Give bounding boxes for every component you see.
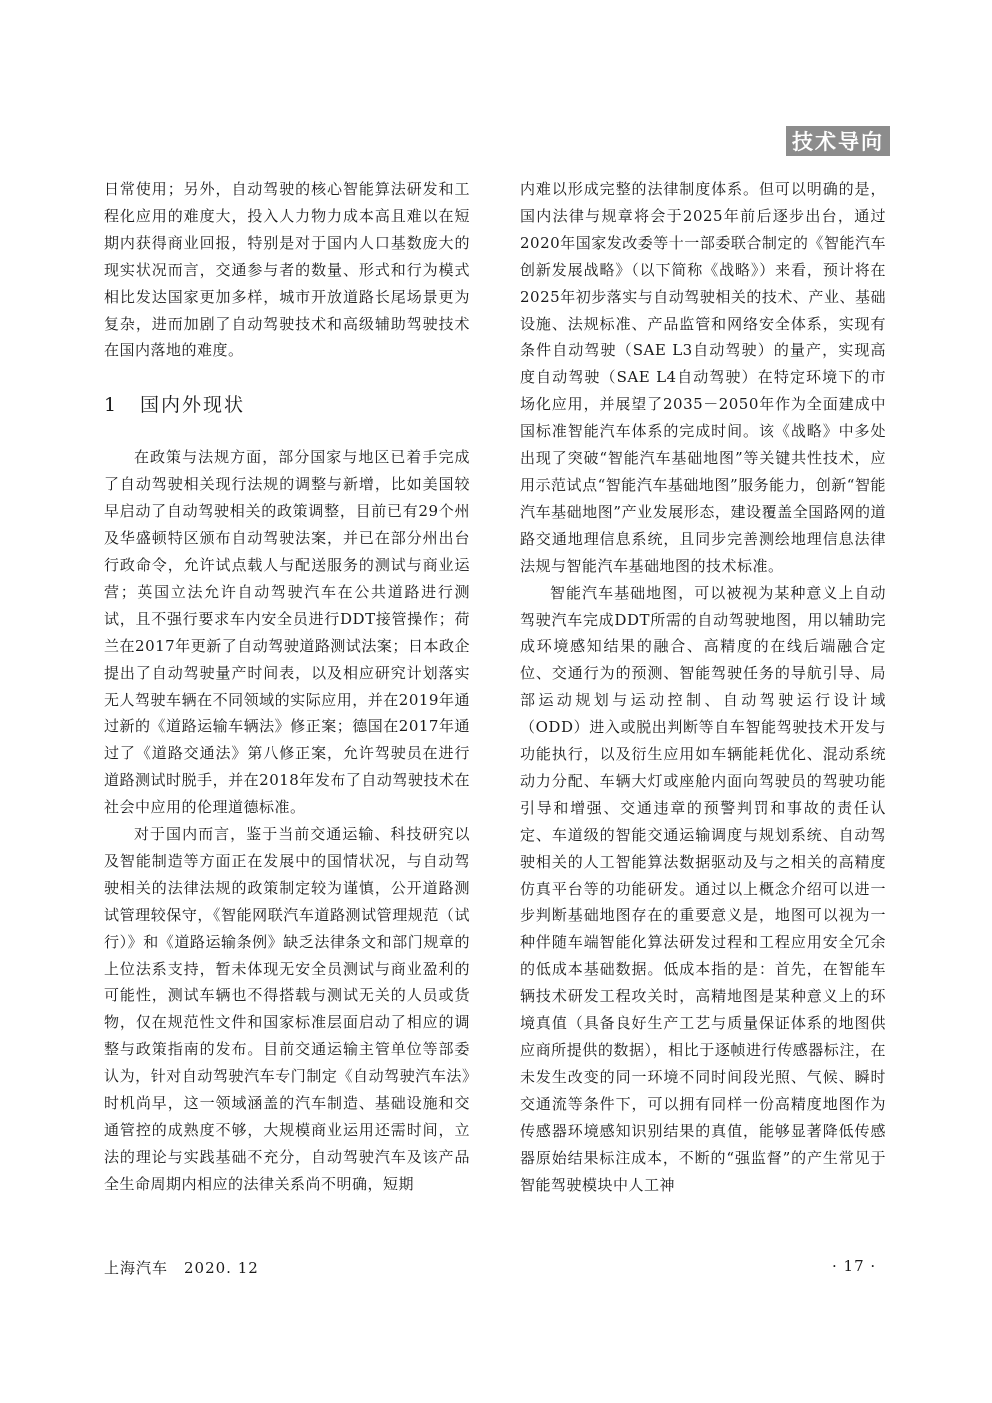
heading-text: 国内外现状 — [140, 394, 246, 417]
right-column — [520, 176, 886, 1198]
paragraph: 在政策与法规方面，部分国家与地区已着手完成了自动驾驶相关现行法规的调整与新增，比如美国较早启动了自动驾驶相关的政策调整，目前已有29个州及华盛顿特区颁布自动驾驶法案，并已在部分州出台行政命令，允许试点载人与配送服务的测试与商业运营；英国立法允许自动驾驶汽车在公共道路进行测试，且不强行要求车内安全员进行DDT接管操作；荷兰在2017年更新了自动驾驶道路测试法案；日本政企提出了自动驾驶量产时间表，以及相应研究计划落实无人驾驶车辆在不同领域的实际应用，并在2019年通过新的《道路运输车辆法》修正案；德国在2017年通过了《道路交通法》第八修正案，允许驾驶员在进行道路测试时脱手，并在2018年发布了自动驾驶技术在社会中应用的伦理道德标准。 — [104, 448, 470, 817]
continued-paragraph: 内难以形成完整的法律制度体系。但可以明确的是，国内法律与规章将会于2025年前后逐步出台，通过2020年国家发改委等十一部委联合制定的《智能汽车创新发展战略》（以下简称《战略》）来看，预计将在2025年初步落实与自动驾驶相关的技术、产业、基础设施、法规标准、产品监管和网络安全体系，实现有条件自动驾驶（SAE L3自动驾驶）的量产，实现高度自动驾驶（SAE L4自动驾驶）在特定环境下的市场化应用，并展望了2035－2050年作为全面建成中国标准智能汽车体系的完成时间。该《战略》中多处出现了突破“智能汽车基础地图”等关键共性技术，应用示范试点“智能汽车基础地图”服务能力，创新“智能汽车基础地图”产业发展形态，建设覆盖全国路网的道路交通地理信息系统，且同步完善测绘地理信息法律法规与智能汽车基础地图的技术标准。 — [520, 180, 886, 575]
journal-issue: 上海汽车 2020. 12 — [104, 1259, 259, 1277]
page-number: · 17 · — [832, 1257, 877, 1275]
left-column — [104, 176, 470, 1198]
section-tag: 技术导向 — [786, 126, 890, 156]
heading-number: 1 — [104, 394, 119, 417]
section-heading — [104, 390, 470, 420]
paragraph: 对于国内而言，鉴于当前交通运输、科技研究以及智能制造等方面正在发展中的国情状况，与自动驾驶相关的法律法规的政策制定较为谨慎，公开道路测试管理较保守，《智能网联汽车道路测试管理规范（试行）》和《道路运输条例》缺乏法律条文和部门规章的上位法系支持，暂未体现无安全员测试与商业盈利的可能性，测试车辆也不得搭载与测试无关的人员或货物，仅在规范性文件和国家标准层面启动了相应的调整与政策指南的发布。目前交通运输主管单位等部委认为，针对自动驾驶汽车专门制定《自动驾驶汽车法》时机尚早，这一领域涵盖的汽车制造、基础设施和交通管控的成熟度不够，大规模商业运用还需时间，立法的理论与实践基础不充分，自动驾驶汽车及该产品全生命周期内相应的法律关系尚不明确，短期 — [104, 825, 470, 1193]
continued-paragraph: 日常使用；另外，自动驾驶的核心智能算法研发和工程化应用的难度大，投入人力物力成本高且难以在短期内获得商业回报，特别是对于国内人口基数庞大的现实状况而言，交通参与者的数量、形式和行为模式相比发达国家更加多样，城市开放道路长尾场景更为复杂，进而加剧了自动驾驶技术和高级辅助驾驶技术在国内落地的难度。 — [104, 180, 470, 360]
paragraph: 智能汽车基础地图，可以被视为某种意义上自动驾驶汽车完成DDT所需的自动驾驶地图，用以辅助完成环境感知结果的融合、高精度的在线后端融合定位、交通行为的预测、智能驾驶任务的导航引导、局部运动规划与运动控制、自动驾驶运行设计域（ODD）进入或脱出判断等自车智能驾驶技术开发与功能执行，以及衍生应用如车辆能耗优化、混动系统动力分配、车辆大灯或座舱内面向驾驶员的驾驶功能引导和增强、交通违章的预警判罚和事故的责任认定、车道级的智能交通运输调度与规划系统、自动驾驶相关的人工智能算法数据驱动及与之相关的高精度仿真平台等的功能研发。通过以上概念介绍可以进一步判断基础地图存在的重要意义是，地图可以视为一种伴随车端智能化算法研发过程和工程应用安全冗余的低成本基础数据。低成本指的是：首先，在智能车辆技术研发工程攻关时，高精地图是某种意义上的环境真值（具备良好生产工艺与质量保证体系的地图供应商所提供的数据），相比于逐帧进行传感器标注，在未发生改变的同一环境不同时间段光照、气候、瞬时交通流等条件下，可以拥有同样一份高精度地图作为传感器环境感知识别结果的真值，能够显著降低传感器原始结果标注成本，不断的“强监督”的产生常见于智能驾驶模块中人工神 — [520, 583, 886, 1194]
